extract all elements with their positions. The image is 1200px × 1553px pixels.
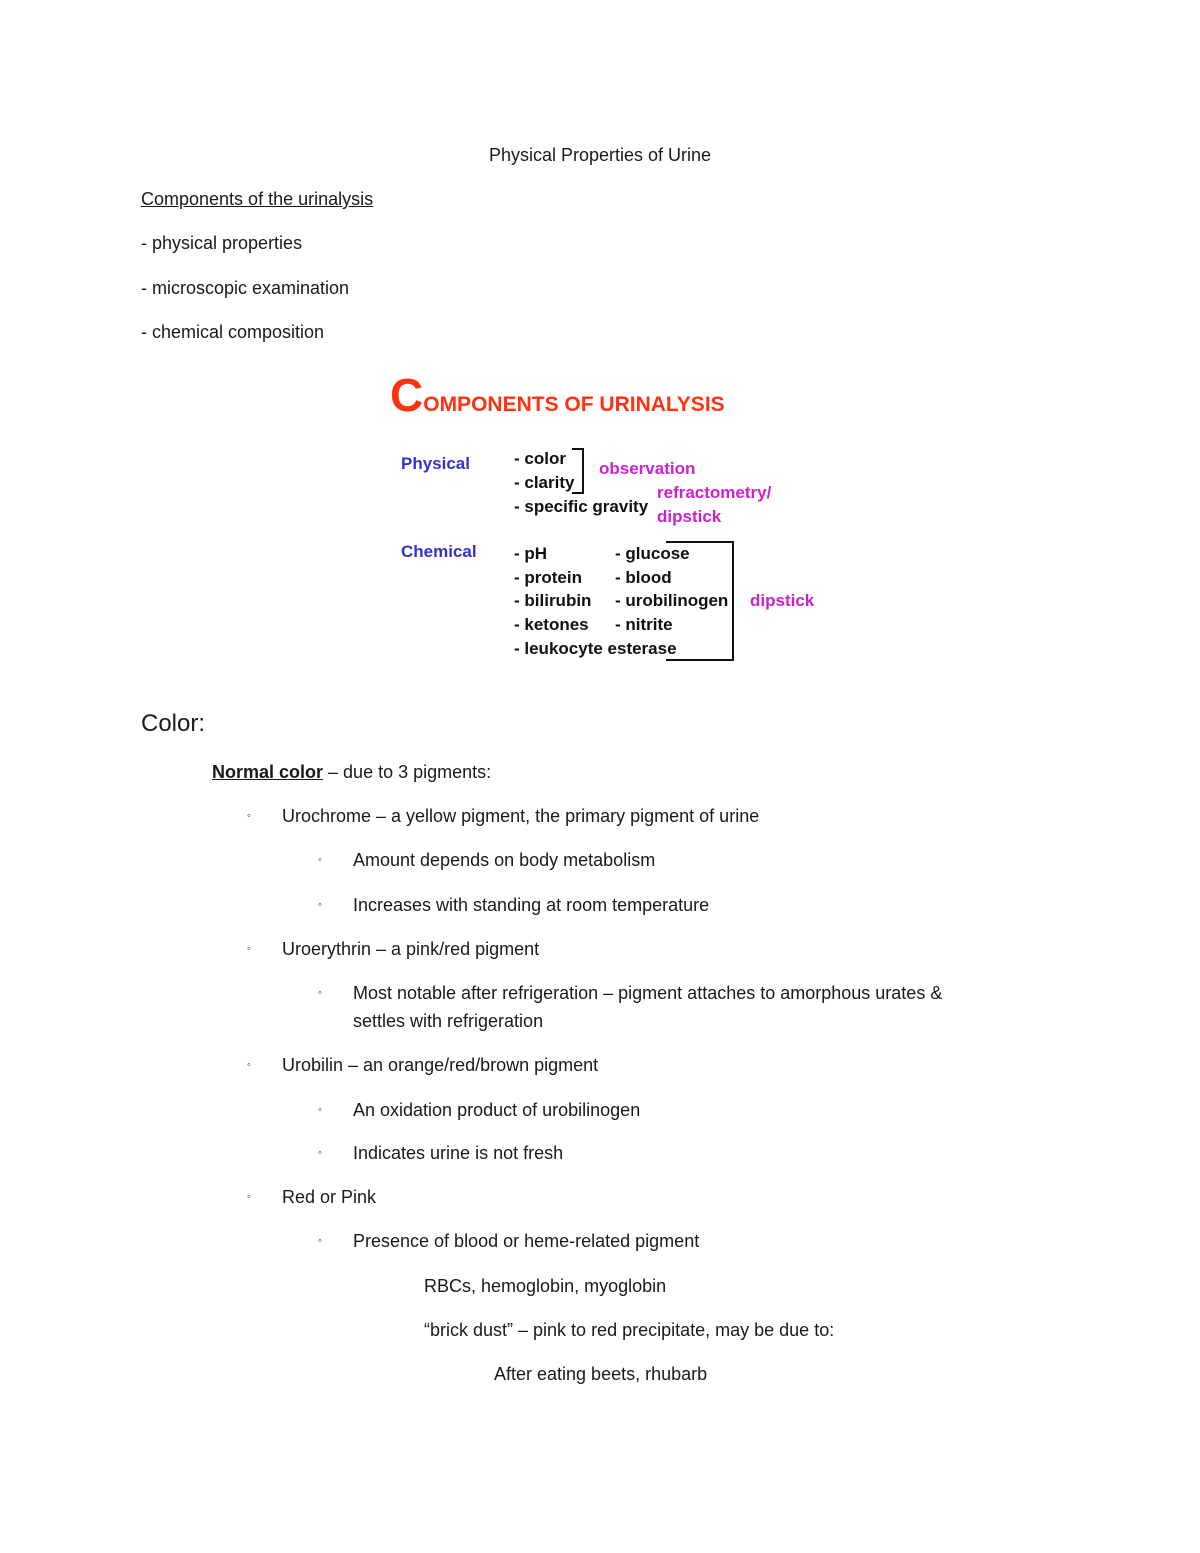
chemical-item: - ketones xyxy=(514,615,589,634)
bullet: ◦ xyxy=(318,899,322,911)
normal-color-rest: – due to 3 pigments: xyxy=(323,762,492,782)
list-item: Most notable after refrigeration – pigment attaches to amorphous urates & xyxy=(353,983,943,1003)
bullet: ◦ xyxy=(247,943,251,955)
chemical-item: - glucose xyxy=(615,544,690,563)
list-item: “brick dust” – pink to red precipitate, may be due to: xyxy=(424,1320,835,1340)
normal-color-line xyxy=(212,761,491,783)
bracket xyxy=(666,541,734,661)
chemical-item: - protein xyxy=(514,568,582,587)
figure-title: COMPONENTS OF URINALYSIS xyxy=(390,369,725,421)
bullet: ◦ xyxy=(318,987,322,999)
components-figure xyxy=(380,360,830,670)
refractometry-label: refractometry/ xyxy=(657,483,772,502)
physical-item: - color xyxy=(514,449,566,468)
color-heading: Color: xyxy=(141,710,206,737)
page-title: Physical Properties of Urine xyxy=(488,145,712,165)
dipstick-label: dipstick xyxy=(750,591,815,610)
chemical-item: - bilirubin xyxy=(514,591,592,610)
chemical-item: - blood xyxy=(615,568,672,587)
list-item: Indicates urine is not fresh xyxy=(353,1143,564,1163)
bullet: ◦ xyxy=(318,854,322,866)
chemical-item: - leukocyte esterase xyxy=(514,639,677,658)
bullet: ◦ xyxy=(318,1235,322,1247)
list-item: - physical properties xyxy=(141,233,303,253)
list-item: An oxidation product of urobilinogen xyxy=(353,1100,641,1120)
bullet: ◦ xyxy=(247,810,251,822)
bullet: ◦ xyxy=(247,1059,251,1071)
list-item: - microscopic examination xyxy=(141,278,350,298)
components-heading: Components of the urinalysis xyxy=(141,189,374,209)
chemical-item: - nitrite xyxy=(615,615,673,634)
list-item: Uroerythrin – a pink/red pigment xyxy=(282,939,540,959)
list-item: Increases with standing at room temperature xyxy=(353,895,710,915)
physical-label: Physical xyxy=(401,454,470,473)
list-item: Amount depends on body metabolism xyxy=(353,850,656,870)
list-item: - chemical composition xyxy=(141,322,325,342)
physical-item: - specific gravity xyxy=(514,497,649,516)
bullet: ◦ xyxy=(318,1104,322,1116)
list-item: After eating beets, rhubarb xyxy=(494,1364,708,1384)
list-item: Presence of blood or heme-related pigment xyxy=(353,1231,700,1251)
chemical-item: - pH xyxy=(514,544,548,563)
list-item: Urobilin – an orange/red/brown pigment xyxy=(282,1055,599,1075)
bracket xyxy=(572,448,584,494)
observation-label: observation xyxy=(599,459,696,478)
list-item: Red or Pink xyxy=(282,1187,377,1207)
list-item: RBCs, hemoglobin, myoglobin xyxy=(424,1276,667,1296)
physical-item: - clarity xyxy=(514,473,575,492)
chemical-label: Chemical xyxy=(401,542,477,561)
list-item: settles with refrigeration xyxy=(353,1011,544,1031)
chemical-item: - urobilinogen xyxy=(615,591,729,610)
bullet: ◦ xyxy=(318,1147,322,1159)
normal-color-label: Normal color xyxy=(212,762,324,782)
list-item: Urochrome – a yellow pigment, the primary pigment of urine xyxy=(282,806,760,826)
bullet: ◦ xyxy=(247,1191,251,1203)
refractometry-dipstick-label: dipstick xyxy=(657,507,722,526)
